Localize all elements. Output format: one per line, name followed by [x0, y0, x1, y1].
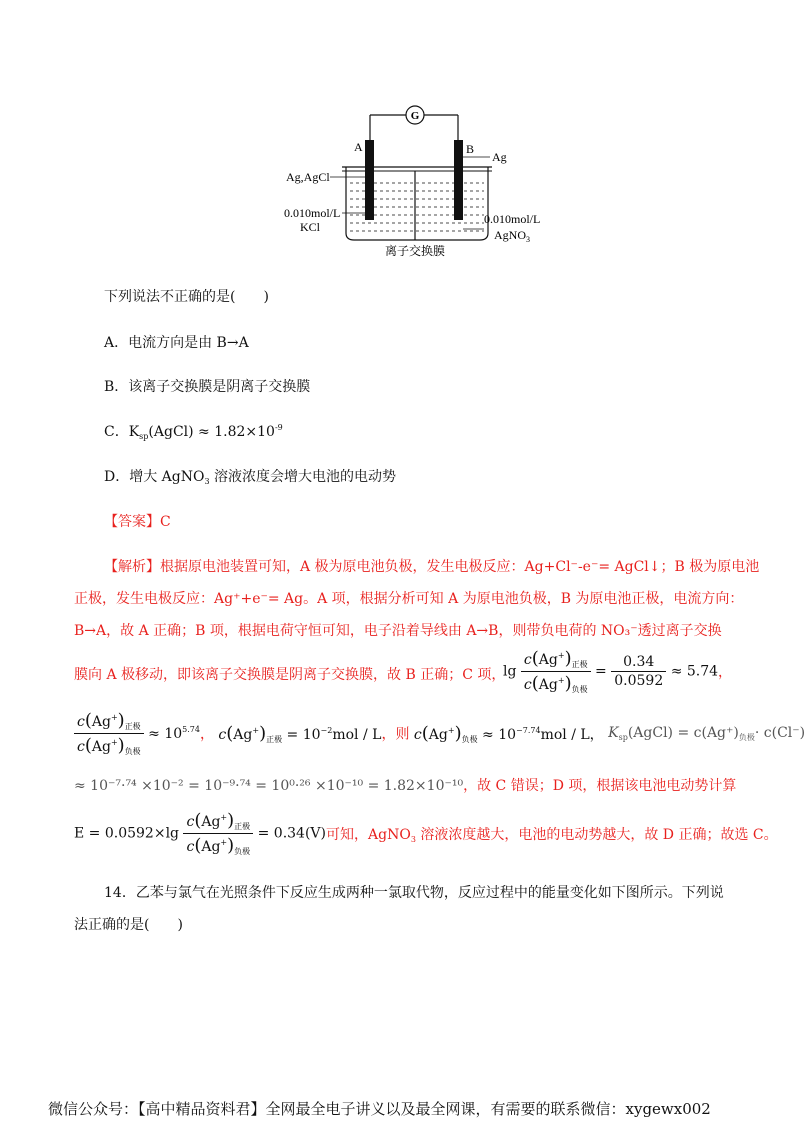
analysis-line-2: 正极，发生电极反应：Ag⁺+e⁻= Ag。A 项，根据分析可知 A 为原电池负极，B 为原电池正极，电流方向：: [74, 591, 744, 607]
q14-line-2: 法正确的是( ): [74, 917, 183, 933]
galvanometer-label: G: [410, 110, 420, 122]
left-solution-label: KCl: [300, 220, 321, 234]
lg-ratio-formula: lg $\frac{c(Ag^+)_{正极}}{c(Ag^+)_{负极}}$ = $\frac{0.34}{0.0592}$ ≈ 5.74，: [503, 648, 733, 694]
ratio-power-formula: $\frac{c(Ag^+)_{正极}}{c(Ag^+)_{负极}}$ ≈ $10^{5.74}$， $c(Ag^+)_{正极} = 10^{-2}mol / L$，则 $c(Ag^+)_{负极} \approx 10^{-7.74}mol / L$， $K_{sp}(AgCl) = c(Ag^+)_{负极}\cdot c(Cl^-)$: [74, 710, 805, 757]
electrode-a: [365, 140, 374, 220]
right-concentration-label: 0.010mol/L: [484, 212, 541, 226]
analysis-line-7: ≈ 10⁻⁷·⁷⁴ ×10⁻² = 10⁻⁹·⁷⁴ = 10⁰·²⁶ ×10⁻¹⁰ = 1.82×10⁻¹⁰，故 C 错误；D 项，根据该电池电动势计算: [74, 778, 737, 794]
footer-text: 微信公众号：【高中精品资料君】全网最全电子讲义以及最全网课，有需要的联系微信：xygewx002: [48, 1100, 711, 1118]
membrane-label: 离子交换膜: [384, 244, 446, 258]
q14-line-1: 14．乙苯与氯气在光照条件下反应生成两种一氯取代物，反应过程中的能量变化如下图所示。下列说: [104, 885, 724, 901]
analysis-line-3: B→A，故 A 正确；B 项，根据电荷守恒可知，电子沿着导线由 A→B，则带负电荷的 NO₃⁻透过离子交换: [74, 623, 722, 639]
electrochemical-cell-diagram: [270, 95, 560, 265]
left-concentration-label: 0.010mol/L: [284, 206, 341, 220]
analysis-line-4: 膜向 A 极移动，即该离子交换膜是阴离子交换膜，故 B 正确；C 项，: [74, 667, 506, 683]
analysis-line-1: 【解析】根据原电池装置可知，A 极为原电池负极，发生电极反应：Ag+Cl⁻-e⁻= AgCl↓；B 极为原电池: [104, 559, 760, 575]
right-solution-label: AgNO$_3$: [494, 228, 530, 244]
ag-label: Ag: [492, 150, 507, 164]
electrode-b-label: B: [466, 142, 475, 156]
option-d: D．增大 AgNO$_3$ 溶液浓度会增大电池的电动势: [104, 469, 397, 486]
option-a: A．电流方向是由 B→A: [104, 335, 249, 351]
electrode-a-label: A: [354, 140, 363, 154]
option-b: B．该离子交换膜是阴离子交换膜: [104, 379, 311, 395]
electrode-b: [454, 140, 463, 220]
emf-formula: E = 0.0592×lg $\frac{c(Ag^+)_{正极}}{c(Ag^+)_{负极}}$ = 0.34(V)可知，AgNO$_3$ 溶液浓度越大，电池的电动势越大，故 D 正确；故选 C。: [74, 810, 778, 856]
answer-label: 【答案】C: [104, 514, 171, 530]
option-c: C．$K_{sp}(AgCl) \approx 1.82\times 10^{-9}$: [104, 423, 283, 441]
ag-agcl-label: Ag,AgCl: [286, 170, 330, 184]
question-stem: 下列说法不正确的是( ): [104, 289, 269, 305]
